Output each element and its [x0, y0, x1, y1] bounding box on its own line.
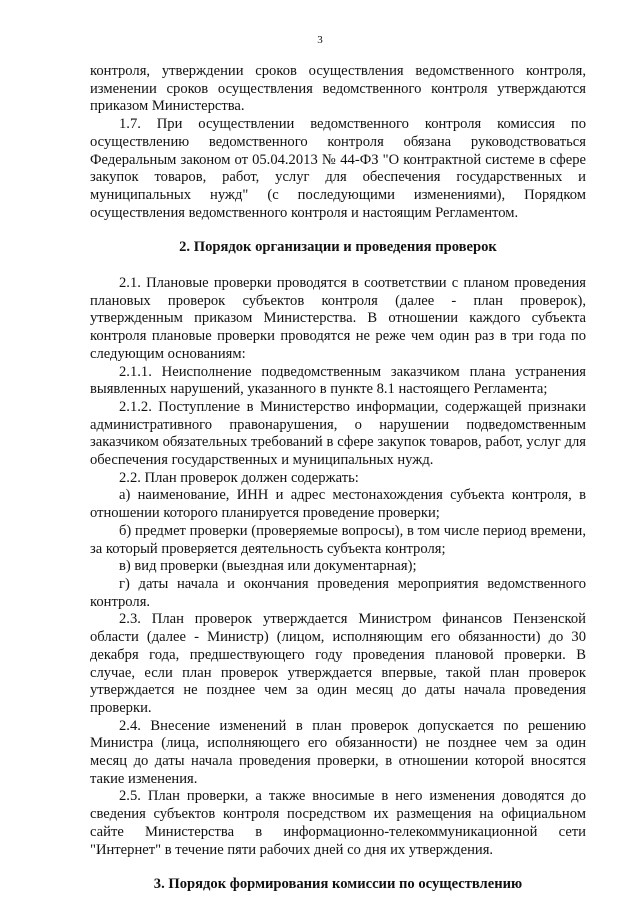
document-body	[90, 63, 586, 894]
list-item-a: а) наименование, ИНН и адрес местонахождения субъекта контроля, в отношении которого планируется проведение проверки;	[90, 487, 586, 522]
page-number: 3	[317, 34, 323, 46]
section-3-heading: 3. Порядок формирования комиссии по осуществлению	[153, 876, 523, 893]
paragraph-2-5: 2.5. План проверки, а также вносимые в него изменения доводятся до сведения субъектов контроля посредством их размещения на официальном сайте Министерства в информационно-телекоммуникационной сети "Интернет" в течение пяти рабочих дней со дня их утверждения.	[90, 788, 586, 858]
paragraph-continuation: контроля, утверждении сроков осуществления ведомственного контроля, изменении сроков осуществления ведомственного контроля утверждаются приказом Министерства.	[90, 63, 586, 115]
paragraph-2-1-1: 2.1.1. Неисполнение подведомственным заказчиком плана устранения выявленных нарушений, указанного в пункте 8.1 настоящего Регламента;	[90, 363, 586, 398]
paragraph-2-4: 2.4. Внесение изменений в план проверок допускается по решению Министра (лица, исполняющего его обязанности) не позднее чем за один месяц до даты начала проведения проверки, в отношении которой вносятся такие изменения.	[90, 717, 586, 787]
paragraph-2-3: 2.3. План проверок утверждается Министром финансов Пензенской области (далее - Министр) (лицом, исполняющим его обязанности) до 30 декабря года, предшествующего году проведения плановой проверки. В случае, если план проверок утверждается впервые, такой план проверок утверждается не позднее чем за один месяц до даты начала проведения проверки.	[90, 611, 586, 716]
section-2-heading: 2. Порядок организации и проведения проверок	[179, 239, 497, 256]
paragraph-2-1: 2.1. Плановые проверки проводятся в соответствии с планом проведения плановых проверок субъектов контроля (далее - план проверок), утвержденным приказом Министерства. В отношении каждого субъекта контроля плановые проверки проводятся не реже чем один раз в три года по следующим основаниям:	[90, 275, 586, 362]
paragraph-2-2: 2.2. План проверок должен содержать:	[119, 469, 359, 486]
paragraph-2-1-2: 2.1.2. Поступление в Министерство информации, содержащей признаки административного правонарушения, о нарушении подведомственным заказчиком обязательных требований в сфере закупок товаров, работ, услуг для обеспечения государственных и муниципальных нужд.	[90, 398, 586, 469]
paragraph-1-7: 1.7. При осуществлении ведомственного контроля комиссия по осуществлению ведомственного контроля обязана руководствоваться Федеральным законом от 05.04.2013 № 44-ФЗ "О контрактной системе в сфере закупок товаров, работ, услуг для обеспечения государственных и муниципальных нужд" (с последующими изменениями), Порядком осуществления ведомственного контроля и настоящим Регламентом.	[90, 116, 586, 221]
list-item-b: б) предмет проверки (проверяемые вопросы), в том числе период времени, за который проверяется деятельность субъекта контроля;	[90, 522, 586, 557]
list-item-v: в) вид проверки (выездная или документарная);	[119, 558, 417, 575]
list-item-g: г) даты начала и окончания проведения мероприятия ведомственного контроля.	[90, 575, 586, 610]
